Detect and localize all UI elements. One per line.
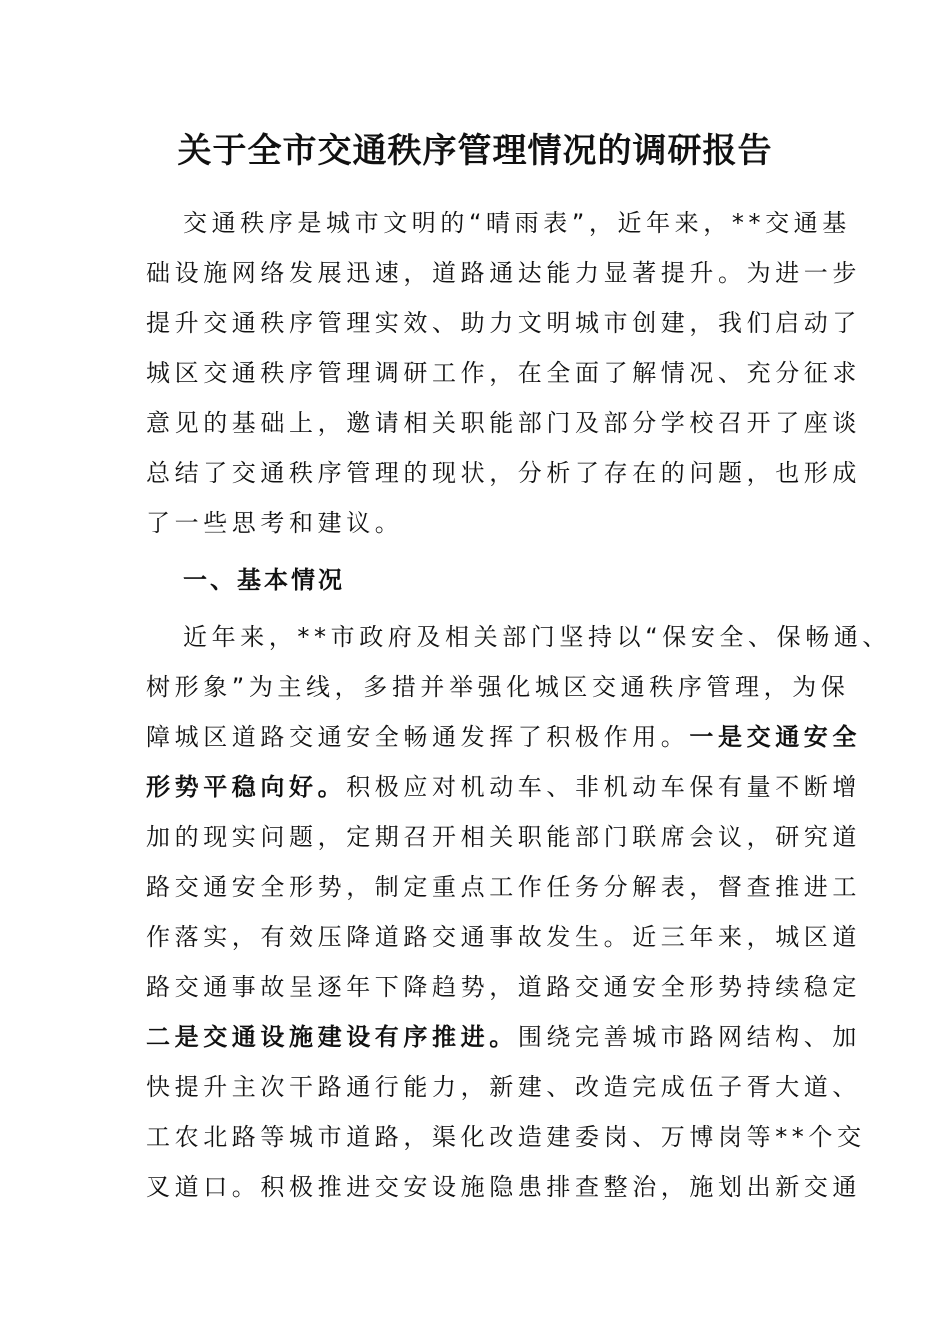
- body-line: 路交通事故呈逐年下降趋势，道路交通安全形势持续稳定: [146, 973, 861, 1001]
- body-line: 树形象”为主线，多措并举强化城区交通秩序管理，为保: [146, 673, 850, 701]
- intro-line: 础设施网络发展迅速，道路通达能力显著提升。为进一步: [146, 259, 861, 287]
- body-text: 障城区道路交通安全畅通发挥了积极作用。: [146, 723, 690, 751]
- body-line: 近年来，**市政府及相关部门坚持以“保安全、保畅通、: [183, 623, 892, 651]
- section-heading: 一、基本情况: [183, 566, 345, 594]
- document-title: 关于全市交通秩序管理情况的调研报告: [177, 131, 773, 171]
- body-line: [146, 1012, 862, 1062]
- intro-line: 提升交通秩序管理实效、助力文明城市创建，我们启动了: [146, 309, 861, 337]
- intro-line: 城区交通秩序管理调研工作，在全面了解情况、充分征求: [146, 359, 861, 387]
- emphasis-text: 形势平稳向好。: [146, 773, 347, 801]
- emphasis-text: 一是交通安全: [689, 723, 862, 751]
- body-line: 快提升主次干路通行能力，新建、改造完成伍子胥大道、: [146, 1073, 861, 1101]
- intro-line: 意见的基础上，邀请相关职能部门及部分学校召开了座谈: [146, 409, 861, 437]
- intro-line: 了一些思考和建议。: [146, 509, 404, 537]
- body-line: 作落实，有效压降道路交通事故发生。近三年来，城区道: [146, 923, 861, 951]
- body-text: 积极应对机动车、非机动车保有量不断增: [346, 773, 862, 801]
- body-line: 工农北路等城市道路，渠化改造建委岗、万博岗等**个交: [146, 1123, 866, 1151]
- body-line: 加的现实问题，定期召开相关职能部门联席会议，研究道: [146, 823, 861, 851]
- body-text: 围绕完善城市路网结构、加: [517, 1023, 862, 1051]
- body-line: 叉道口。积极推进交安设施隐患排查整治，施划出新交通: [146, 1173, 861, 1201]
- intro-line: 总结了交通秩序管理的现状，分析了存在的问题，也形成: [146, 459, 861, 487]
- body-line: [146, 762, 862, 812]
- emphasis-text: 二是交通设施建设有序推进。: [146, 1023, 518, 1051]
- body-line: [146, 712, 862, 762]
- body-line: 路交通安全形势，制定重点工作任务分解表，督查推进工: [146, 873, 861, 901]
- intro-line: 交通秩序是城市文明的“晴雨表”，近年来，**交通基: [183, 209, 851, 237]
